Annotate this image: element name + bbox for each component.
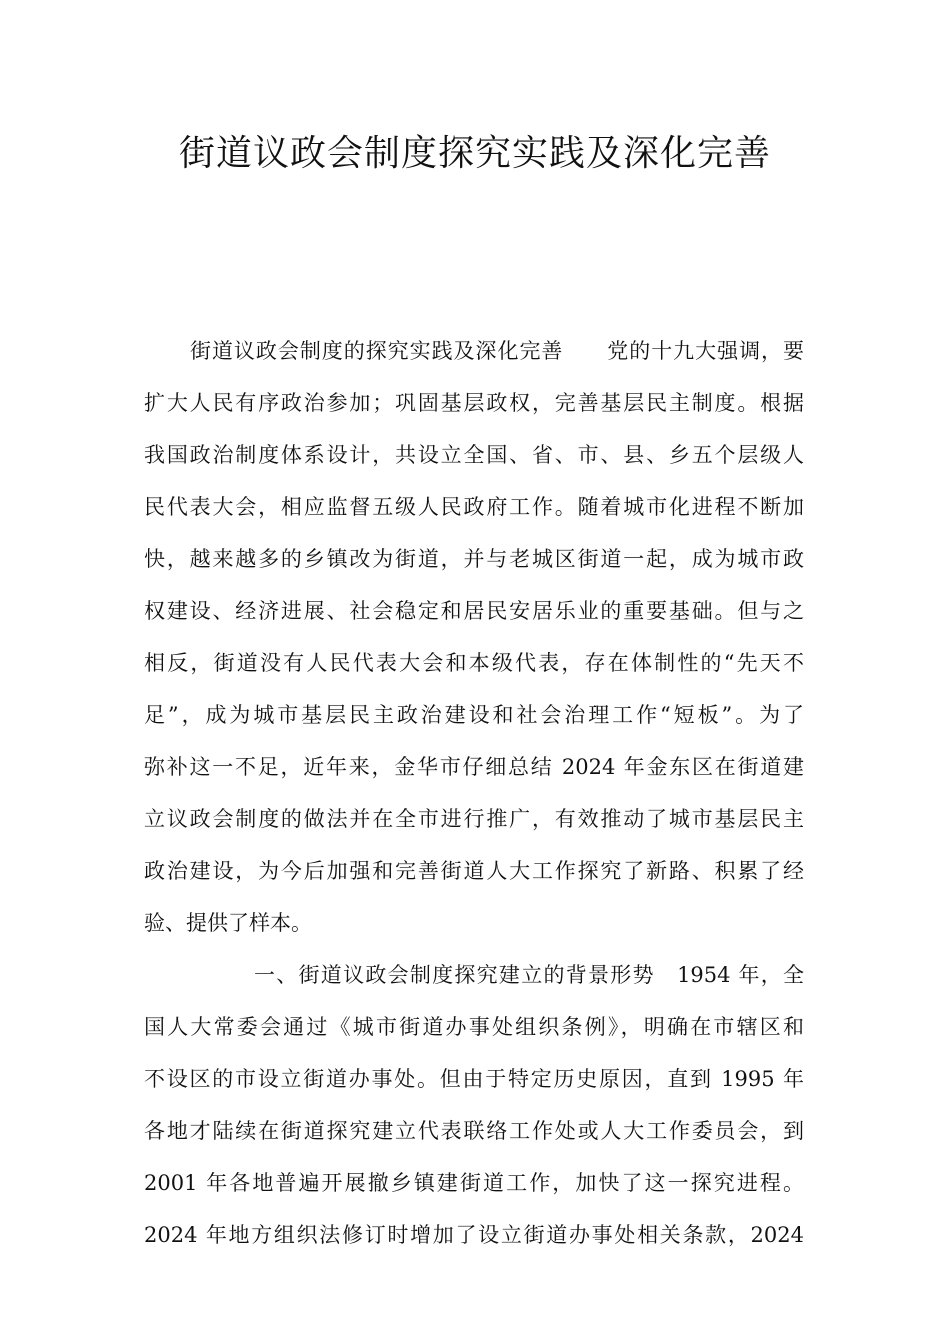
text-line: 弥补这一不足，近年来，金华市仔细总结 2024 年金东区在街道建 — [144, 755, 804, 779]
text-line: 不设区的市设立街道办事处。但由于特定历史原因，直到 1995 年 — [144, 1067, 804, 1091]
document-body — [144, 325, 804, 1261]
text-line: 街道议政会制度的探究实践及深化完善 党的十九大强调，要 — [190, 339, 804, 363]
text-line: 政治建设，为今后加强和完善街道人大工作探究了新路、积累了经 — [144, 859, 804, 883]
text-line: 2001 年各地普遍开展撤乡镇建街道工作，加快了这一探究进程。 — [144, 1171, 804, 1195]
section-heading-line: 一、街道议政会制度探究建立的背景形势 1954 年，全 — [254, 963, 804, 987]
text-line: 各地才陆续在街道探究建立代表联络工作处或人大工作委员会，到 — [144, 1119, 804, 1143]
text-line: 立议政会制度的做法并在全市进行推广，有效推动了城市基层民主 — [144, 807, 804, 831]
text-line: 权建设、经济进展、社会稳定和居民安居乐业的重要基础。但与之 — [144, 599, 804, 623]
text-line: 扩大人民有序政治参加；巩固基层政权，完善基层民主制度。根据 — [144, 391, 804, 415]
text-line: 国人大常委会通过《城市街道办事处组织条例》，明确在市辖区和 — [144, 1015, 804, 1039]
text-line: 验、提供了样本。 — [144, 911, 312, 935]
text-line: 2024 年地方组织法修订时增加了设立街道办事处相关条款，2024 — [144, 1223, 804, 1247]
paragraph-section-one — [144, 949, 804, 1261]
text-line: 民代表大会，相应监督五级人民政府工作。随着城市化进程不断加 — [144, 495, 804, 519]
text-line: 相反，街道没有人民代表大会和本级代表，存在体制性的“先天不 — [144, 651, 804, 675]
text-line: 快，越来越多的乡镇改为街道，并与老城区街道一起，成为城市政 — [144, 547, 804, 571]
paragraph-intro — [144, 325, 804, 949]
text-line: 我国政治制度体系设计，共设立全国、省、市、县、乡五个层级人 — [144, 443, 804, 467]
document-title: 街道议政会制度探究实践及深化完善 — [178, 133, 771, 174]
text-line: 足”，成为城市基层民主政治建设和社会治理工作“短板”。为了 — [144, 703, 804, 727]
